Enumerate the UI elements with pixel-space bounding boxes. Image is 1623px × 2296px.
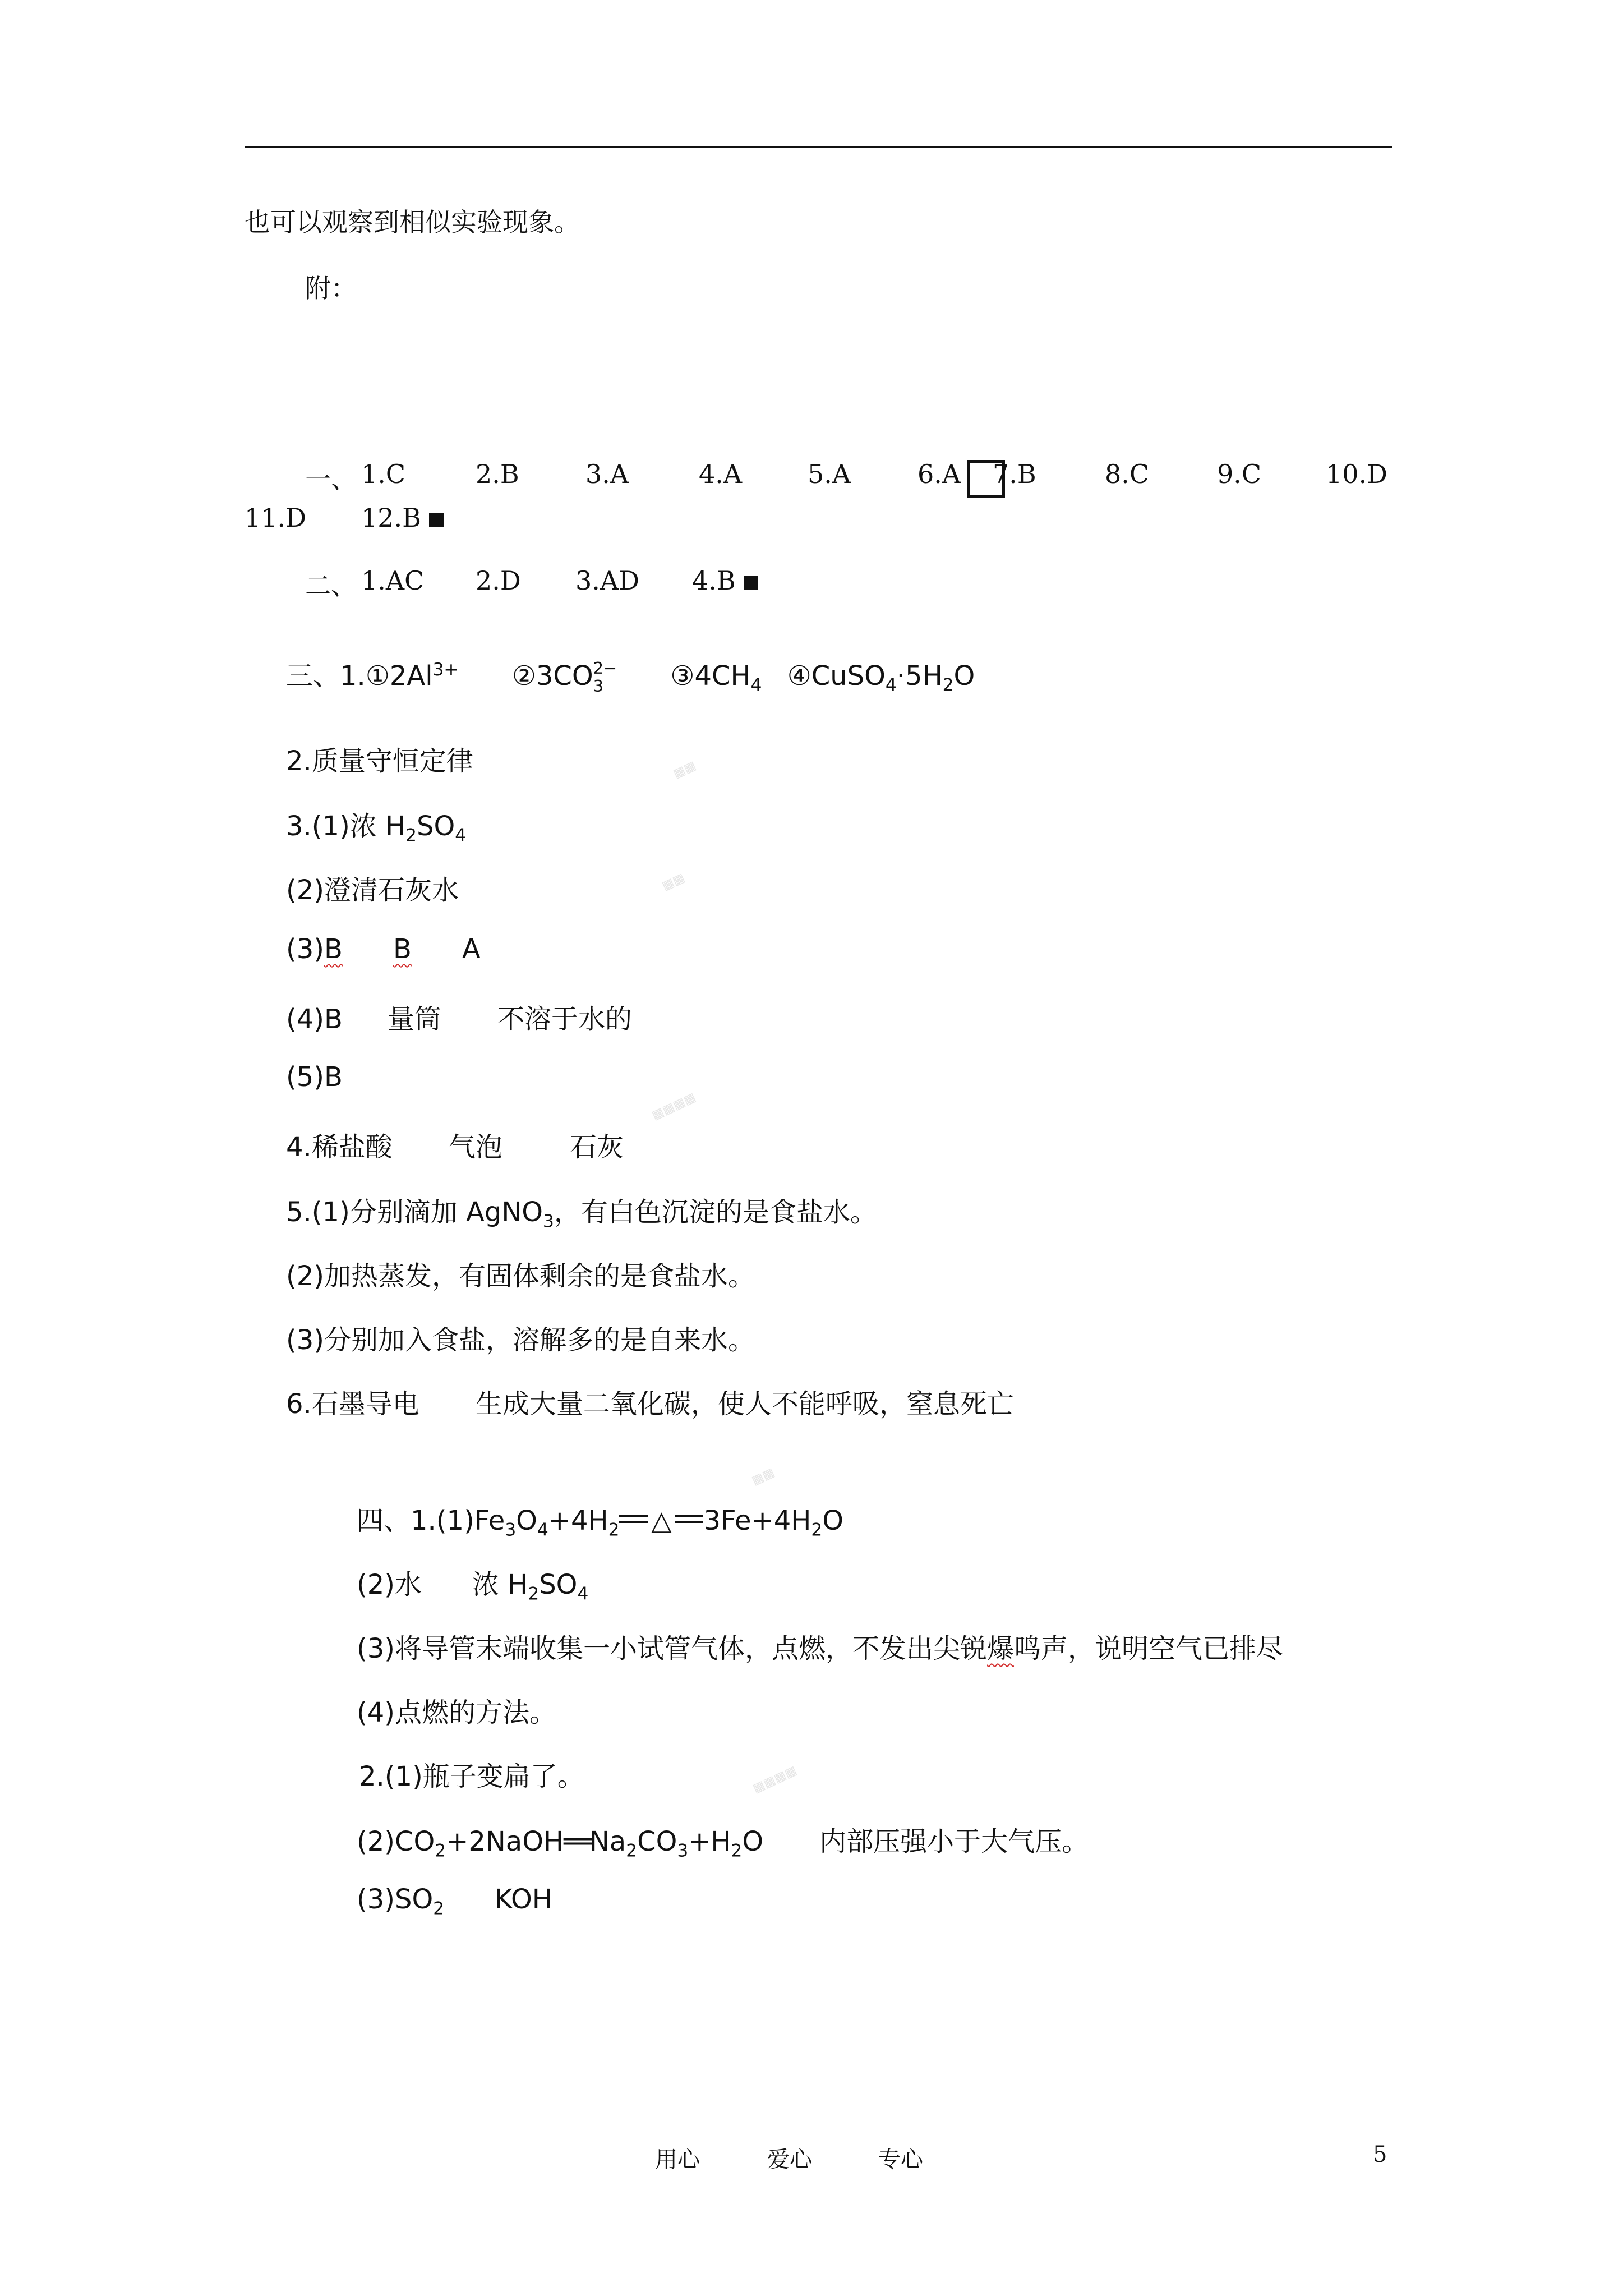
reaction-condition bbox=[619, 1505, 703, 1536]
continuation-text: 也可以观察到相似实验现象。 bbox=[245, 207, 580, 237]
section4-q1-3 bbox=[357, 1627, 1283, 1665]
section4-q2-3 bbox=[357, 1884, 552, 1919]
watermark-logo: ▦▦ bbox=[671, 758, 698, 781]
formula-ch4: ③4CH bbox=[670, 660, 751, 692]
section4-q2-2 bbox=[357, 1820, 1089, 1861]
empty-box-mark bbox=[967, 460, 1005, 498]
heat-symbol: △ bbox=[648, 1505, 675, 1536]
section3-q3-5: (5)B bbox=[286, 1061, 343, 1093]
section3-q3-1 bbox=[286, 804, 466, 846]
subscript: 2 bbox=[528, 1584, 540, 1604]
equals-sign: ══ bbox=[564, 1826, 589, 1857]
formula-al: ①2Al bbox=[365, 660, 433, 692]
subscript: 2 bbox=[942, 675, 954, 696]
subscript: 4 bbox=[577, 1584, 589, 1604]
answer-item: 4.B bbox=[692, 565, 736, 596]
section2-prefix: 二、 bbox=[305, 570, 357, 601]
subscript: 2 bbox=[731, 1841, 743, 1861]
answer-item: 3.A bbox=[585, 459, 629, 489]
text: ，有白色沉淀的是食盐水。 bbox=[554, 1197, 877, 1228]
footer-slogan-3: 专心 bbox=[878, 2147, 923, 2173]
subscript: 4 bbox=[537, 1520, 548, 1540]
answer-item: 3.AD bbox=[575, 565, 639, 596]
answer: KOH bbox=[495, 1884, 552, 1915]
watermark-logo: ▦▦ bbox=[749, 1465, 777, 1488]
text: O bbox=[516, 1505, 537, 1536]
answer-item: 6.A bbox=[917, 459, 961, 489]
text: CO bbox=[637, 1826, 677, 1857]
text: 四、1.(1)Fe bbox=[357, 1505, 505, 1536]
answer-item: 10.D bbox=[1326, 459, 1388, 489]
black-square-mark bbox=[429, 513, 444, 527]
subscript: 2 bbox=[626, 1841, 638, 1861]
answer-item: 8.C bbox=[1105, 459, 1150, 489]
subscript: 2 bbox=[811, 1520, 823, 1540]
q1-lead: 三、1. bbox=[286, 660, 366, 692]
subscript: 3 bbox=[593, 677, 604, 696]
subscript: 2 bbox=[433, 1898, 445, 1919]
watermark-logo: ▦▦▦▦ bbox=[750, 1763, 799, 1796]
subscript: 2 bbox=[608, 1520, 620, 1540]
page-number: 5 bbox=[1373, 2142, 1387, 2168]
answer: 生成大量二氧化碳，使人不能呼吸，窒息死亡 bbox=[475, 1388, 1014, 1420]
subscript: 3 bbox=[543, 1211, 554, 1232]
answer: A bbox=[462, 933, 481, 965]
subscript: 2 bbox=[405, 825, 417, 846]
section3-q1 bbox=[286, 654, 975, 696]
answer-item: 4.A bbox=[699, 459, 743, 489]
text: Na bbox=[589, 1826, 626, 1857]
answer-item: 2.B bbox=[476, 459, 519, 489]
watermark-logo: ▦▦ bbox=[660, 871, 687, 894]
answer: (4)B bbox=[286, 1004, 343, 1035]
section3-q5-2: (2)加热蒸发，有固体剩余的是食盐水。 bbox=[286, 1260, 755, 1292]
formula-part: O bbox=[953, 660, 975, 692]
answer-item: 11.D bbox=[245, 503, 307, 533]
text: 鸣声，说明空气已排尽 bbox=[1014, 1633, 1284, 1664]
answer: 气泡 bbox=[448, 1131, 502, 1163]
answer: 6.石墨导电 bbox=[286, 1388, 419, 1420]
subscript: 2 bbox=[435, 1841, 446, 1861]
section4-q1-1 bbox=[357, 1499, 843, 1540]
section3-q3-4 bbox=[286, 997, 632, 1036]
subscript: 4 bbox=[885, 675, 897, 696]
subscript: 3 bbox=[505, 1520, 517, 1540]
text: SO bbox=[417, 811, 455, 842]
footer-slogan-2: 爱心 bbox=[767, 2147, 812, 2173]
answer-item: 5.A bbox=[808, 459, 851, 489]
section4-q2-1: 2.(1)瓶子变扁了。 bbox=[359, 1761, 584, 1792]
black-square-mark bbox=[744, 576, 758, 590]
answer: B bbox=[393, 933, 412, 965]
answer: 浓 H bbox=[472, 1569, 528, 1600]
section3-q4 bbox=[286, 1125, 624, 1164]
appendix-label: 附： bbox=[305, 273, 357, 303]
superscript: 2− bbox=[593, 659, 617, 678]
answer-item-last bbox=[361, 503, 444, 533]
formula-cuso4: ④CuSO bbox=[787, 660, 886, 692]
formula-co3: ②3CO bbox=[511, 660, 593, 692]
section3-q5-1 bbox=[286, 1190, 877, 1232]
wavy-underlined-answers bbox=[324, 933, 412, 965]
section3-q3-3 bbox=[286, 933, 481, 965]
text: +H bbox=[688, 1826, 731, 1857]
section3-q2: 2.质量守恒定律 bbox=[286, 746, 473, 777]
text: +4H bbox=[548, 1505, 608, 1536]
text: +2NaOH bbox=[446, 1826, 564, 1857]
section1-prefix: 一、 bbox=[305, 464, 357, 494]
text: SO bbox=[539, 1569, 578, 1600]
section3-q6 bbox=[286, 1382, 1014, 1421]
answer-item: 9.C bbox=[1217, 459, 1262, 489]
answer-item: 1.C bbox=[361, 459, 406, 489]
section4-q1-2 bbox=[357, 1563, 588, 1604]
text: O bbox=[822, 1505, 844, 1536]
header-rule bbox=[245, 146, 1392, 148]
superscript: 3+ bbox=[432, 660, 459, 680]
answer: (3)SO bbox=[357, 1884, 434, 1915]
text: 3Fe+4H bbox=[703, 1505, 811, 1536]
answer-item: 7.B bbox=[993, 459, 1036, 489]
answer-item: 1.AC bbox=[361, 565, 425, 596]
answer: 4.稀盐酸 bbox=[286, 1131, 393, 1163]
wavy-underlined-char: 爆 bbox=[987, 1633, 1015, 1664]
text: 3.(1)浓 H bbox=[286, 811, 406, 842]
answer: B bbox=[324, 933, 343, 965]
answer-item: 12.B bbox=[361, 503, 421, 533]
subscript: 4 bbox=[455, 825, 467, 846]
text: (3)将导管末端收集一小试管气体，点燃，不发出尖锐 bbox=[357, 1633, 987, 1664]
answer: 石灰 bbox=[569, 1131, 624, 1163]
formula-part: ·5H bbox=[896, 660, 943, 692]
label: (3) bbox=[286, 933, 324, 965]
text: 5.(1)分别滴加 AgNO bbox=[286, 1197, 543, 1228]
answer-note: 内部压强小于大气压。 bbox=[819, 1826, 1089, 1857]
answer: 量筒 bbox=[387, 1004, 441, 1035]
section4-q1-4: (4)点燃的方法。 bbox=[357, 1697, 556, 1728]
answer: (2)水 bbox=[357, 1569, 422, 1600]
footer-slogan-1: 用心 bbox=[655, 2147, 700, 2173]
text: O bbox=[742, 1826, 764, 1857]
answer: 不溶于水的 bbox=[497, 1004, 632, 1035]
subscript: 4 bbox=[750, 675, 762, 696]
text: (2)CO bbox=[357, 1826, 435, 1857]
subscript: 3 bbox=[677, 1841, 689, 1861]
watermark-logo: ▦▦▦▦ bbox=[649, 1090, 698, 1123]
answer-item-last bbox=[692, 565, 758, 596]
section3-q5-3: (3)分别加入食盐，溶解多的是自来水。 bbox=[286, 1324, 755, 1356]
section3-q3-2: (2)澄清石灰水 bbox=[286, 875, 459, 906]
answer-item: 2.D bbox=[476, 565, 521, 596]
